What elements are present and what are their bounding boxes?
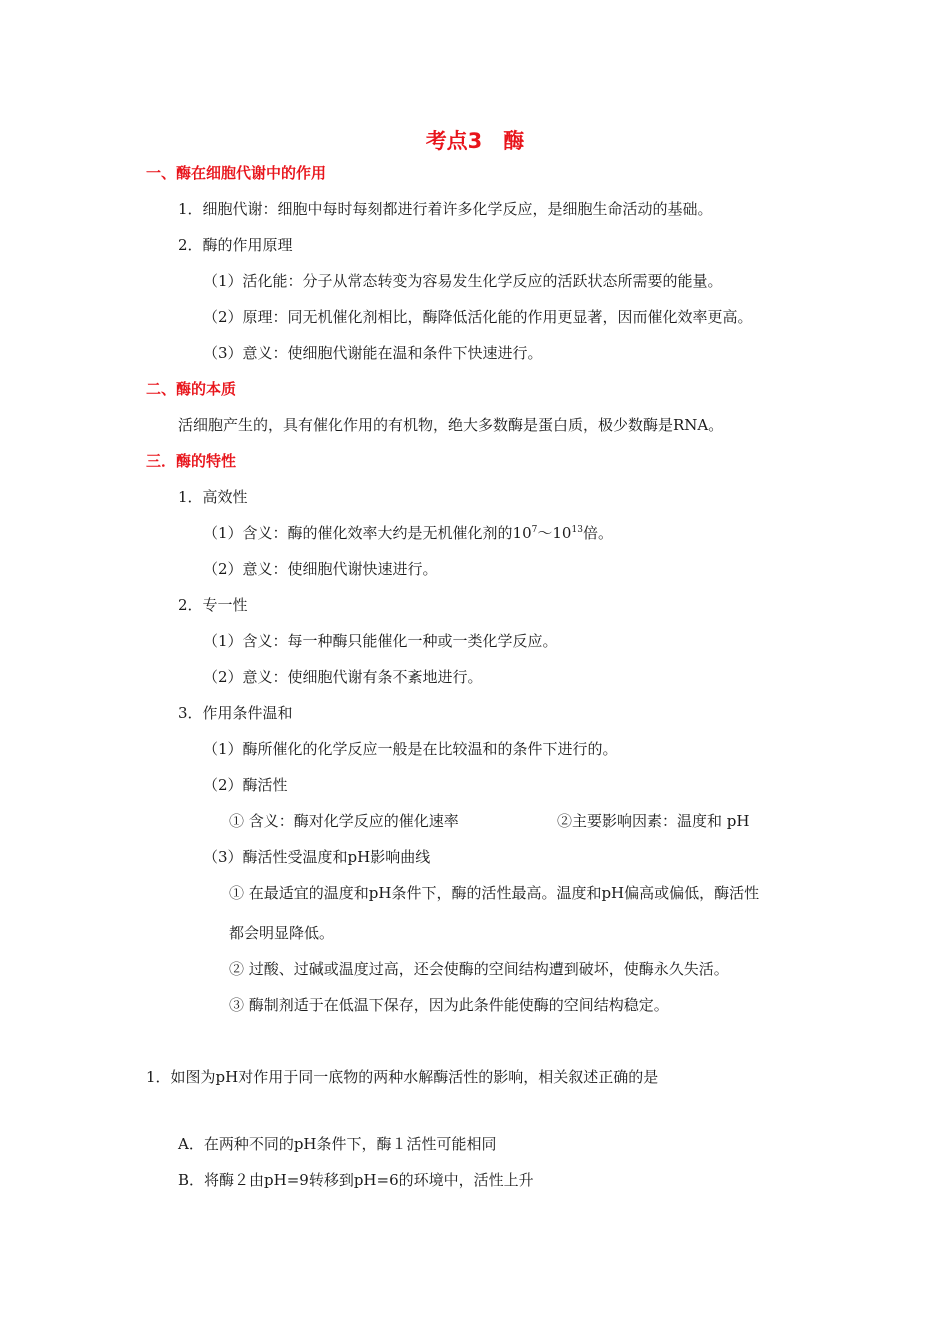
significance-text: （3）意义：使细胞代谢能在温和条件下快速进行。 (203, 344, 543, 362)
mild-conditions-label: 3．作用条件温和 (178, 704, 293, 722)
page-title: 考点3 酶 (425, 129, 525, 153)
enzyme-activity-factors: ②主要影响因素：温度和 pH (557, 812, 750, 830)
point-denature: ② 过酸、过碱或温度过高，还会使酶的空间结构遭到破坏，使酶永久失活。 (229, 960, 729, 978)
option-a: A．在两种不同的pH条件下，酶１活性可能相同 (178, 1135, 497, 1153)
enzyme-activity-meaning: ① 含义：酶对化学反应的催化速率 (229, 812, 459, 830)
specificity-significance: （2）意义：使细胞代谢有条不紊地进行。 (203, 668, 483, 686)
specificity-meaning: （1）含义：每一种酶只能催化一种或一类化学反应。 (203, 632, 558, 650)
efficiency-exponent-2: 13 (571, 525, 583, 535)
enzyme-nature-text: 活细胞产生的，具有催化作用的有机物，绝大多数酶是蛋白质，极少数酶是RNA。 (178, 416, 724, 434)
section-heading-enzyme-role: 一、酶在细胞代谢中的作用 (146, 164, 327, 182)
option-b: B．将酶２由pH=9转移到pH=6的环境中，活性上升 (178, 1171, 534, 1189)
efficiency-exponent-1: 7 (531, 525, 538, 535)
high-efficiency-meaning (203, 523, 613, 543)
section-heading-enzyme-nature: 二、酶的本质 (146, 380, 237, 398)
cell-metabolism-text: 1．细胞代谢：细胞中每时每刻都进行着许多化学反应，是细胞生命活动的基础。 (178, 200, 713, 218)
point-optimal-line1: ① 在最适宜的温度和pH条件下，酶的活性最高。温度和pH偏高或偏低，酶活性 (229, 884, 760, 902)
point-optimal-line2: 都会明显降低。 (229, 924, 335, 942)
high-efficiency-significance: （2）意义：使细胞代谢快速进行。 (203, 560, 438, 578)
efficiency-base-2: 10 (552, 524, 572, 542)
activation-energy-text: （1）活化能：分子从常态转变为容易发生化学反应的活跃状态所需要的能量。 (203, 272, 723, 290)
enzyme-principle-label: 2．酶的作用原理 (178, 236, 293, 254)
question-stem: 1．如图为pH对作用于同一底物的两种水解酶活性的影响，相关叙述正确的是 (146, 1068, 659, 1086)
specificity-label: 2．专一性 (178, 596, 248, 614)
enzyme-activity-label: （2）酶活性 (203, 776, 288, 794)
high-efficiency-label: 1．高效性 (178, 488, 248, 506)
point-storage: ③ 酶制剂适于在低温下保存，因为此条件能使酶的空间结构稳定。 (229, 996, 669, 1014)
efficiency-base-1: 10 (512, 524, 532, 542)
efficiency-prefix: （1）含义：酶的催化效率大约是无机催化剂的 (203, 524, 513, 542)
efficiency-suffix: 倍。 (582, 524, 613, 542)
activity-curve-label: （3）酶活性受温度和pH影响曲线 (203, 848, 431, 866)
efficiency-range-sep: ～ (537, 524, 553, 542)
mild-conditions-text: （1）酶所催化的化学反应一般是在比较温和的条件下进行的。 (203, 740, 618, 758)
principle-text: （2）原理：同无机催化剂相比，酶降低活化能的作用更显著，因而催化效率更高。 (203, 308, 753, 326)
section-heading-enzyme-properties: 三．酶的特性 (146, 452, 237, 470)
